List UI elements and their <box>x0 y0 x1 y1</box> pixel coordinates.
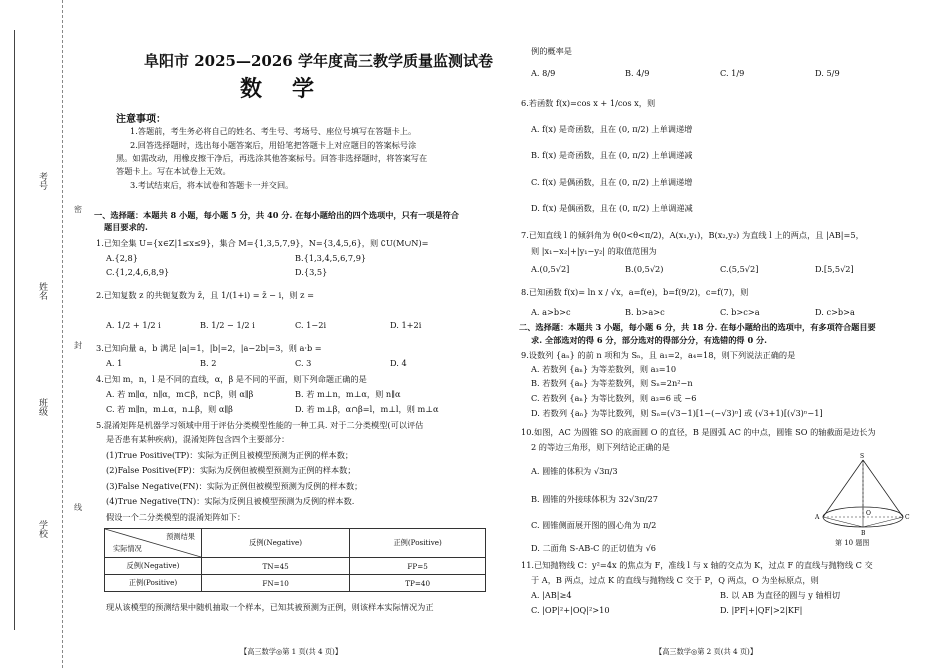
label-school: 学校 <box>37 520 47 538</box>
q4-option-b: B. 若 m⊥n，m⊥α，则 n∥α <box>295 389 401 399</box>
q3-option-b: B. 2 <box>200 358 217 368</box>
question-11-line: 于 A，B 两点，过点 K 的直线与抛物线 C 交于 P，Q 两点，O 为坐标原点，则 <box>531 575 819 585</box>
question-5-line: (4)True Negative(TN)：实际为反例且被模型预测为反例的样本数. <box>106 496 355 506</box>
cone-label-a: A <box>815 514 820 521</box>
notice-line: 黑。如需改动，用橡皮擦干净后，再选涂其他答案标号。回答非选择题时，将答案写在 <box>116 153 428 163</box>
q4-option-d: D. 若 m⊥β，α∩β=l，m⊥l，则 m⊥α <box>295 404 439 414</box>
q4-option-c: C. 若 m∥n，m⊥α，n⊥β，则 α∥β <box>106 404 233 414</box>
question-4: 4.已知 m，n，l 是不同的直线，α，β 是不同的平面，则下列命题正确的是 <box>96 374 367 384</box>
question-5: 5.混淆矩阵是机器学习领域中用于评估分类模型性能的一种工具. 对于二分类模型(可以评估 <box>96 420 424 430</box>
q2-option-a: A. 1/2 + 1/2 i <box>106 320 161 330</box>
question-5-line: (2)False Positive(FP)：实际为反例但被模型预测为正例的样本数； <box>106 465 356 475</box>
q8-option-b: B. b>a>c <box>625 307 665 317</box>
page-footer: 【高三数学◎第 2 页(共 4 页)】 <box>655 647 758 656</box>
question-11: 11.已知抛物线 C：y²=4x 的焦点为 F，准线 l 与 x 轴的交点为 K，过点 F 的直线与抛物线 C 交 <box>521 560 873 570</box>
section1-heading-cont: 题目要求的. <box>104 222 148 232</box>
q3-option-c: C. 3 <box>295 358 312 368</box>
q7-option-a: A.(0,5√2] <box>531 264 570 274</box>
cone-label-s: S <box>860 453 865 460</box>
question-3: 3.已知向量 a，b 满足 |a|=1，|b|=2，|a−2b|=3，则 a·b = <box>96 343 322 353</box>
seal-mark-feng: 封 <box>74 341 82 350</box>
corner-label-predicted: 预测结果 <box>166 532 195 541</box>
figure-caption: 第 10 题图 <box>835 539 870 547</box>
notice-line: 答题卡上。写在本试卷上无效。 <box>116 166 231 176</box>
q10-option-c: C. 圆锥侧面展开图的圆心角为 π/2 <box>531 520 657 530</box>
question-5-line: (3)False Negative(FN)：实际为正例但被模型预测为反例的样本数； <box>106 481 363 491</box>
question-1: 1.已知全集 U={x∈Z|1≤x≤9}，集合 M={1,3,5,7,9}，N={3,4,5,6}，则 ∁U(M∪N)= <box>96 238 429 248</box>
q8-option-d: D. c>b>a <box>815 307 855 317</box>
cell-tp: TP=40 <box>350 575 486 592</box>
q10-option-d: D. 二面角 S-AB-C 的正切值为 √6 <box>531 543 656 553</box>
notice-line: 2.回答选择题时，选出每小题答案后，用铅笔把答题卡上对应题目的答案标号涂 <box>130 140 417 150</box>
question-2: 2.已知复数 z 的共轭复数为 z̄，且 1/(1+i) = z̄ − i，则 z = <box>96 290 314 300</box>
q7-option-d: D.[5,5√2] <box>815 264 854 274</box>
q5-option-d: D. 5/9 <box>815 68 840 78</box>
notice-heading: 注意事项： <box>116 114 166 125</box>
q11-option-b: B. 以 AB 为直径的圆与 y 轴相切 <box>720 590 841 600</box>
exam-title: 阜阳市 2025—2026 学年度高三教学质量监测试卷 <box>144 52 493 70</box>
question-5-tail: 现从该模型的预测结果中随机抽取一个样本，已知其被预测为正例，则该样本实际情况为正 <box>106 602 434 612</box>
q6-option-c: C. f(x) 是偶函数，且在 (0, π/2) 上单调递增 <box>531 177 693 187</box>
question-10: 10.如图，AC 为圆锥 SO 的底面圆 O 的直径，B 是圆弧 AC 的中点，圆锥 SO 的轴截面是边长为 <box>521 427 876 437</box>
q9-option-b: B. 若数列 {aₙ} 为等差数列，则 Sₙ=2n²−n <box>531 378 693 388</box>
column-header-positive: 正例(Positive) <box>350 529 486 558</box>
section2-heading-cont: 求. 全部选对的得 6 分，部分选对的得部分分，有选错的得 0 分. <box>531 335 768 345</box>
question-7: 7.已知直线 l 的倾斜角为 θ(0<θ<π/2)，A(x₁,y₁)，B(x₂,y₂) 为直线 l 上的两点，且 |AB|=5， <box>521 230 864 240</box>
q11-option-a: A. |AB|≥4 <box>531 590 572 600</box>
table-row <box>105 558 486 575</box>
corner-label-actual: 实际情况 <box>113 544 142 553</box>
q11-option-c: C. |OP|²+|OQ|²>10 <box>531 605 610 615</box>
q3-option-d: D. 4 <box>390 358 407 368</box>
question-10-line: 2 的等边三角形，则下列结论正确的是 <box>531 442 670 452</box>
notice-line: 3.考试结束后，将本试卷和答题卡一并交回。 <box>130 180 294 190</box>
page-2 <box>515 0 925 668</box>
binding-line <box>14 30 15 630</box>
table-header-row <box>105 529 486 558</box>
cone-label-c: C <box>905 514 910 521</box>
q11-option-d: D. |PF|+|QF|>2|KF| <box>720 605 803 615</box>
q9-option-c: C. 若数列 {aₙ} 为等比数列，则 a₃=6 或 −6 <box>531 393 697 403</box>
cell-fp: FP=5 <box>350 558 486 575</box>
column-header-negative: 反例(Negative) <box>202 529 350 558</box>
q1-option-d: D.{3,5} <box>295 267 328 277</box>
page-footer: 【高三数学◎第 1 页(共 4 页)】 <box>240 647 343 656</box>
cell-fn: FN=10 <box>202 575 350 592</box>
question-9: 9.设数列 {aₙ} 的前 n 项和为 Sₙ，且 a₁=2，a₄=18，则下列说法正确的是 <box>521 350 796 360</box>
cone-label-b: B <box>861 530 866 537</box>
q8-option-a: A. a>b>c <box>531 307 571 317</box>
q1-option-c: C.{1,2,4,6,8,9} <box>106 267 170 277</box>
q7-option-b: B.(0,5√2) <box>625 264 664 274</box>
q10-option-b: B. 圆锥的外接球体积为 32√3π/27 <box>531 494 658 504</box>
q5-option-b: B. 4/9 <box>625 68 650 78</box>
seal-mark-xian: 线 <box>74 503 82 512</box>
binding-strip <box>0 0 63 668</box>
table-corner-cell <box>105 529 202 558</box>
q10-option-a: A. 圆锥的体积为 √3π/3 <box>531 466 618 476</box>
page-1 <box>90 0 493 668</box>
question-7-line: 则 |x₁−x₂|+|y₁−y₂| 的取值范围为 <box>531 246 657 256</box>
q5-option-c: C. 1/9 <box>720 68 745 78</box>
notice-line: 1.答题前，考生务必将自己的姓名、考生号、考场号、座位号填写在答题卡上。 <box>130 126 417 136</box>
q9-option-a: A. 若数列 {aₙ} 为等差数列，则 a₃=10 <box>531 364 677 374</box>
cone-figure <box>813 452 913 537</box>
q4-option-a: A. 若 m∥α，n∥α，m⊂β，n⊂β，则 α∥β <box>106 389 254 399</box>
q8-option-c: C. b>c>a <box>720 307 760 317</box>
question-8: 8.已知函数 f(x)= ln x / √x，a=f(e)，b=f(9/2)，c=f(7)，则 <box>521 287 749 297</box>
label-class: 班级 <box>37 398 47 416</box>
label-name: 姓名 <box>37 282 47 300</box>
cone-label-o: O <box>866 510 871 517</box>
section1-heading: 一、选择题：本题共 8 小题，每小题 5 分，共 40 分. 在每小题给出的四个选项中，只有一项是符合 <box>94 210 459 220</box>
subject-title: 数学 <box>240 76 345 102</box>
q2-option-d: D. 1+2i <box>390 320 422 330</box>
question-5-line: 假设一个二分类模型的混淆矩阵如下： <box>106 512 246 522</box>
question-6: 6.若函数 f(x)=cos x + 1/cos x，则 <box>521 98 656 108</box>
q3-option-a: A. 1 <box>106 358 123 368</box>
q2-option-b: B. 1/2 − 1/2 i <box>200 320 255 330</box>
q1-option-a: A.{2,8} <box>106 253 138 263</box>
q7-option-c: C.(5,5√2] <box>720 264 759 274</box>
row-label-negative: 反例(Negative) <box>105 558 202 575</box>
confusion-matrix-table <box>104 528 486 592</box>
q6-option-a: A. f(x) 是奇函数，且在 (0, π/2) 上单调递增 <box>531 124 693 134</box>
q6-option-d: D. f(x) 是偶函数，且在 (0, π/2) 上单调递减 <box>531 203 693 213</box>
question-5-line: (1)True Positive(TP)：实际为正例且被模型预测为正例的样本数； <box>106 450 354 460</box>
q2-option-c: C. 1−2i <box>295 320 327 330</box>
section2-heading: 二、选择题：本题共 3 小题，每小题 6 分，共 18 分. 在每小题给出的选项中，有多项符合题目要 <box>519 322 876 332</box>
seal-mark-mi: 密 <box>74 205 82 214</box>
q5-option-a: A. 8/9 <box>531 68 556 78</box>
question-5-cont: 例的概率是 <box>531 46 572 56</box>
q6-option-b: B. f(x) 是奇函数，且在 (0, π/2) 上单调递减 <box>531 150 693 160</box>
row-label-positive: 正例(Positive) <box>105 575 202 592</box>
q1-option-b: B.{1,3,4,5,6,7,9} <box>295 253 367 263</box>
label-exam-number: 考号 <box>37 172 47 190</box>
table-row <box>105 575 486 592</box>
cell-tn: TN=45 <box>202 558 350 575</box>
question-5-line: 是否患有某种疾病)，混淆矩阵包含四个主要部分： <box>106 434 290 444</box>
q9-option-d: D. 若数列 {aₙ} 为等比数列，则 Sₙ=(√3−1)[1−(−√3)ⁿ] 或 (√3+1)[(√3)ⁿ−1] <box>531 408 823 418</box>
